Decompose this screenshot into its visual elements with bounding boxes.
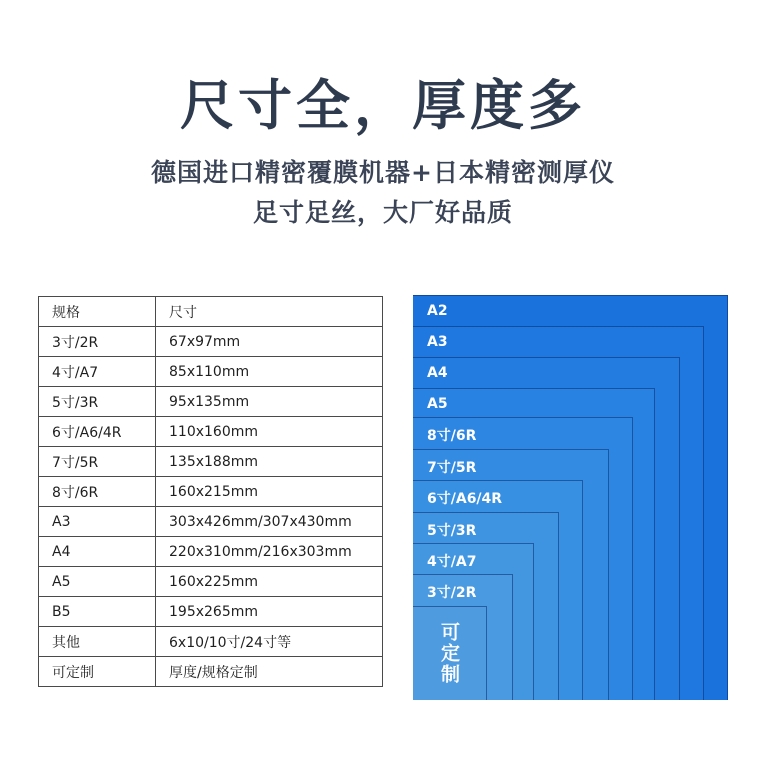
table-row — [39, 657, 383, 687]
spec-cell: 6寸/A6/4R — [39, 417, 156, 447]
subheadline-2: 足寸足丝，大厂好品质 — [252, 198, 513, 227]
size-cell: 160x225mm — [156, 567, 383, 597]
spec-cell: B5 — [39, 597, 156, 627]
size-cell: 160x215mm — [156, 477, 383, 507]
size-box-label: 6寸/A6/4R — [427, 491, 503, 507]
header-spec: 规格 — [39, 297, 156, 327]
spec-cell: A5 — [39, 567, 156, 597]
size-box-label: 8寸/6R — [427, 428, 477, 444]
size-cell: 厚度/规格定制 — [156, 657, 383, 687]
table-row — [39, 417, 383, 447]
size-cell: 135x188mm — [156, 447, 383, 477]
size-box-label: 7寸/5R — [427, 460, 477, 476]
size-cell: 95x135mm — [156, 387, 383, 417]
table-row — [39, 447, 383, 477]
spec-cell: 7寸/5R — [39, 447, 156, 477]
custom-size-box — [413, 606, 487, 700]
table-header-row — [39, 297, 383, 327]
table-row — [39, 357, 383, 387]
headline: 尺寸全，厚度多 — [180, 74, 586, 137]
table-row — [39, 327, 383, 357]
table-row — [39, 567, 383, 597]
spec-cell: 3寸/2R — [39, 327, 156, 357]
spec-cell: 8寸/6R — [39, 477, 156, 507]
size-box-label: 5寸/3R — [427, 523, 477, 539]
subheadline-1: 德国进口精密覆膜机器+日本精密测厚仪 — [151, 158, 615, 187]
size-comparison-diagram — [413, 295, 728, 700]
spec-cell: A4 — [39, 537, 156, 567]
size-cell: 67x97mm — [156, 327, 383, 357]
size-cell: 220x310mm/216x303mm — [156, 537, 383, 567]
size-box-label: A4 — [427, 365, 448, 381]
spec-cell: A3 — [39, 507, 156, 537]
table-row — [39, 507, 383, 537]
header-size: 尺寸 — [156, 297, 383, 327]
spec-cell: 5寸/3R — [39, 387, 156, 417]
size-cell: 303x426mm/307x430mm — [156, 507, 383, 537]
size-box-label: 4寸/A7 — [427, 554, 477, 570]
spec-cell: 4寸/A7 — [39, 357, 156, 387]
size-box-label: A5 — [427, 396, 448, 412]
table-row — [39, 597, 383, 627]
table-row — [39, 387, 383, 417]
spec-cell: 其他 — [39, 627, 156, 657]
size-box-label: A2 — [427, 303, 448, 319]
size-cell: 110x160mm — [156, 417, 383, 447]
size-box-label: 3寸/2R — [427, 585, 477, 601]
size-spec-table — [38, 296, 383, 687]
table-row — [39, 627, 383, 657]
spec-cell: 可定制 — [39, 657, 156, 687]
table-row — [39, 537, 383, 567]
size-cell: 195x265mm — [156, 597, 383, 627]
table-row — [39, 477, 383, 507]
size-cell: 6x10/10寸/24寸等 — [156, 627, 383, 657]
size-box-label: A3 — [427, 334, 448, 350]
size-cell: 85x110mm — [156, 357, 383, 387]
custom-size-label: 可定制 — [438, 622, 460, 685]
